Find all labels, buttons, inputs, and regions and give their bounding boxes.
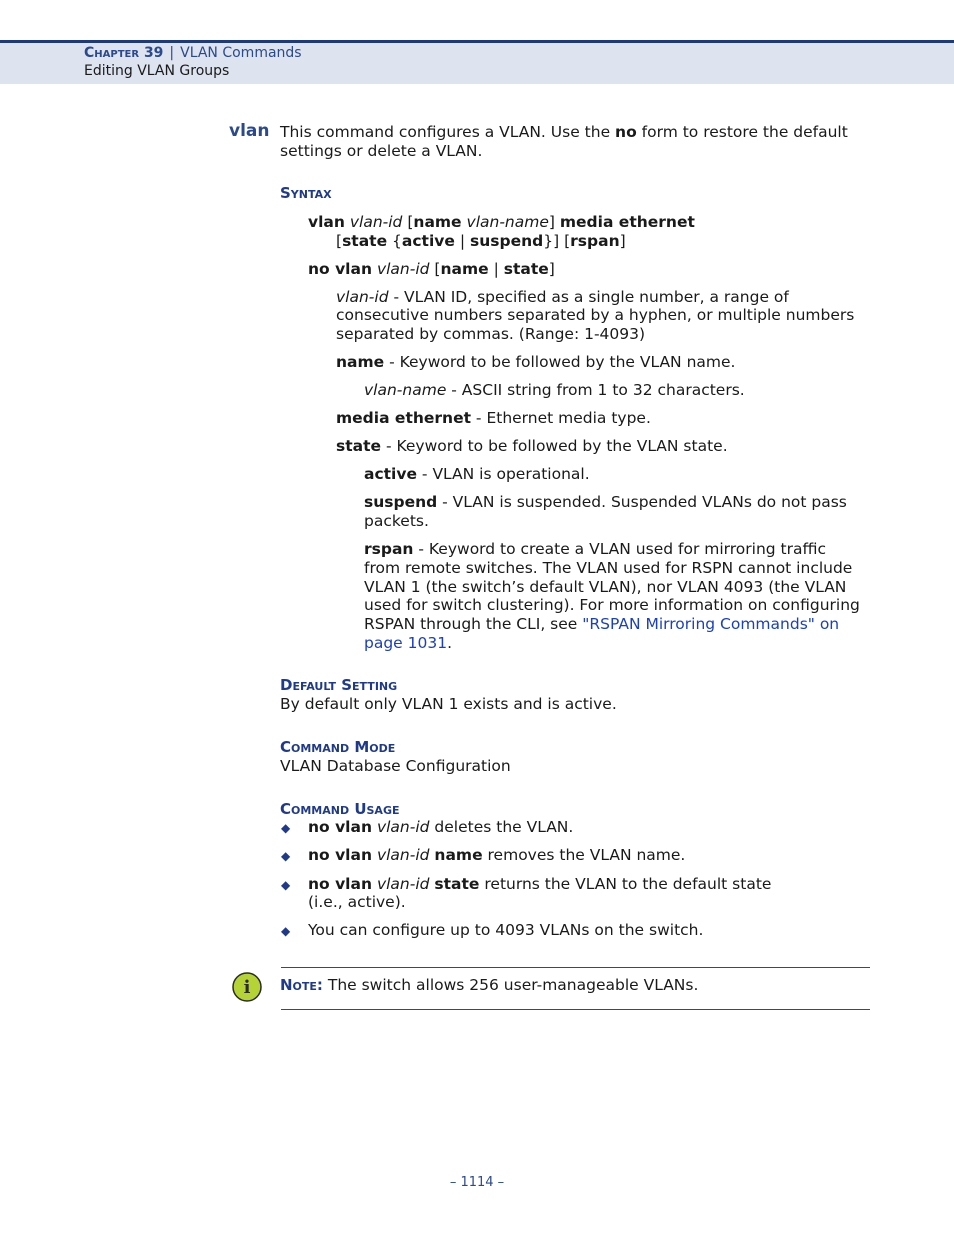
usage-bullet-1: ◆ [281, 821, 291, 835]
param-rspan-line-6: page 1031. [364, 634, 453, 652]
param-rspan-line-4: used for switch clustering). For more information on configuring [364, 596, 860, 614]
note-text: Note: The switch allows 256 user-manageable VLANs. [280, 976, 699, 994]
param-rspan-line-3: VLAN 1 (the switch’s default VLAN), nor VLAN 4093 (the VLAN [364, 578, 847, 596]
syntax-line-1: vlan vlan-id [name vlan-name] media ethernet [308, 213, 695, 231]
note-top-rule [281, 967, 870, 968]
default-setting-text: By default only VLAN 1 exists and is active. [280, 695, 617, 713]
section-title: Editing VLAN Groups [84, 63, 230, 79]
info-icon [232, 972, 262, 1002]
syntax-line-2: [state {active | suspend}] [rspan] [336, 232, 626, 250]
param-rspan-line-5: RSPAN through the CLI, see "RSPAN Mirroring Commands" on [364, 615, 840, 633]
chapter-line [84, 45, 302, 61]
syntax-line-3: no vlan vlan-id [name | state] [308, 260, 555, 278]
default-setting-heading: Default Setting [280, 676, 398, 694]
chapter-title: VLAN Commands [180, 45, 302, 61]
command-mode-heading: Command Mode [280, 738, 396, 756]
param-media-ethernet: media ethernet - Ethernet media type. [336, 409, 651, 427]
command-name: vlan [229, 121, 270, 141]
usage-item-3-line-1: no vlan vlan-id state returns the VLAN to the default state [308, 875, 772, 893]
usage-item-1: no vlan vlan-id deletes the VLAN. [308, 818, 574, 836]
param-vlan-name: vlan-name - ASCII string from 1 to 32 characters. [364, 381, 745, 399]
param-suspend-line-2: packets. [364, 512, 429, 530]
param-name: name - Keyword to be followed by the VLAN name. [336, 353, 736, 371]
page-header [0, 0, 954, 84]
page-number: – 1114 – [449, 1175, 505, 1190]
command-usage-heading: Command Usage [280, 800, 400, 818]
param-rspan-line-2: from remote switches. The VLAN used for RSPN cannot include [364, 559, 853, 577]
usage-bullet-4: ◆ [281, 924, 291, 938]
param-vlan-id-line-2: consecutive numbers separated by a hyphen, or multiple numbers [336, 306, 855, 324]
rspan-commands-link[interactable]: "RSPAN Mirroring Commands" on [582, 615, 840, 633]
usage-bullet-2: ◆ [281, 849, 291, 863]
note-label: Note: [280, 976, 323, 994]
rspan-page-link[interactable]: page 1031 [364, 634, 448, 652]
usage-bullet-3: ◆ [281, 878, 291, 892]
command-intro-line-2: settings or delete a VLAN. [280, 142, 483, 160]
param-active: active - VLAN is operational. [364, 465, 590, 483]
note-bottom-rule [281, 1009, 870, 1010]
usage-item-2: no vlan vlan-id name removes the VLAN name. [308, 846, 686, 864]
usage-item-4: You can configure up to 4093 VLANs on the switch. [308, 921, 704, 939]
usage-item-3-line-2: (i.e., active). [308, 893, 406, 911]
chapter-label: Chapter 39 [84, 45, 164, 61]
header-separator: | [169, 45, 175, 61]
command-mode-text: VLAN Database Configuration [280, 757, 511, 775]
param-state: state - Keyword to be followed by the VLAN state. [336, 437, 728, 455]
param-vlan-id-line-1: vlan-id - VLAN ID, specified as a single number, a range of [336, 288, 789, 306]
param-rspan-line-1: rspan - Keyword to create a VLAN used for mirroring traffic [364, 540, 826, 558]
syntax-heading: Syntax [280, 184, 332, 202]
info-icon-glyph: i [243, 977, 251, 998]
command-intro-line-1: This command configures a VLAN. Use the no form to restore the default [280, 123, 848, 141]
param-suspend-line-1: suspend - VLAN is suspended. Suspended VLANs do not pass [364, 493, 847, 511]
param-vlan-id-line-3: separated by commas. (Range: 1-4093) [336, 325, 646, 343]
